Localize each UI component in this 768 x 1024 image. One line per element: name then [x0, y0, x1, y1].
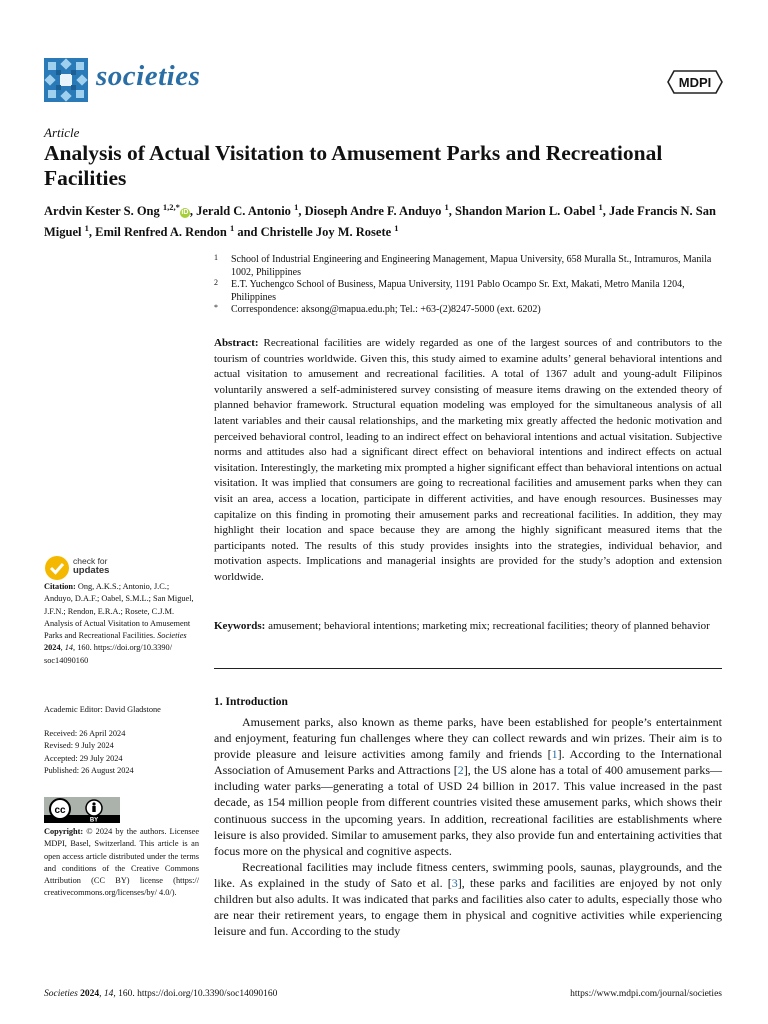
- author-name: Jade Francis N. San Miguel: [44, 204, 716, 240]
- footer-journal-url[interactable]: https://www.mdpi.com/journal/societies: [570, 989, 722, 999]
- publisher-name: MDPI: [678, 75, 712, 90]
- author-name: Dioseph Andre F. Anduyo: [304, 204, 442, 219]
- section-heading: 1. Introduction: [214, 696, 288, 708]
- correspondence: * Correspondence: aksong@mapua.edu.ph; Tel.: +63-(2)8247-5000 (ext. 6202): [214, 303, 541, 316]
- author-name: Ardvin Kester S. Ong: [44, 204, 160, 219]
- journal-name: societies: [96, 60, 201, 92]
- cc-by-license-icon[interactable]: [44, 797, 120, 823]
- author-list: Ardvin Kester S. Ong $^{1,2,*}$iD , Jerald C. Antonio $^1$, Dioseph Andre F. Anduyo $^1$, Shandon Marion L. Oabel $^1$, Jade Francis N. San Miguel $^1$, Emil Renfred A. Rendon $^1$ and Christelle Joy M. Rosete $^1$: [44, 202, 716, 240]
- paragraph: Recreational facilities may include fitness centers, swimming pools, saunas, playgrounds, and the like. As explained in the study of Sato et al. [3], these parks and facilities are enjoyed by not only children but also adults. It was indicated that parks and facilities also cater to adults, especially those who are near their retirement years, to engage them in physical and cognitive activities while experiencing leisure and fun. According to the study: [214, 859, 722, 939]
- author-name: Emil Renfred A. Rendon: [95, 225, 227, 240]
- check-updates-icon: [44, 555, 70, 581]
- copyright: Copyright: © 2024 by the authors. Licensee MDPI, Basel, Switzerland. This article is an open access article distributed under the terms and conditions of the Creative Commons Attribution (CC BY) license (https:// creativecommons.org/licenses/by/ 4.0/).: [44, 827, 200, 898]
- societies-logo-icon: [44, 58, 88, 102]
- affiliation-item: 1 School of Industrial Engineering and Engineering Management, Mapua University, 658 Muralla St., Intramuros, Manila 1002, Philippines: [214, 253, 712, 278]
- divider: [214, 668, 722, 669]
- body-text: [214, 714, 722, 939]
- article-type: Article: [44, 125, 80, 140]
- reference-link[interactable]: 1: [551, 747, 558, 762]
- check-for-updates-button[interactable]: check for updates: [44, 555, 124, 583]
- svg-text:BY: BY: [89, 817, 99, 823]
- paragraph: Amusement parks, also known as theme parks, have been established for people’s entertainment and enjoyment, featuring fun challenges where they can collect rewards and win prizes. Their aim is to provide pleasure and leisure activities among family and friends [1]. According to the International Association of Amusement Parks and Attractions [2], the US alone has a total of 400 amusement parks—including water parks—generating a total of USD 24 billion in 2017. This value increased in the past decade, as 154 million people from different countries visited these amusement parks, which shows their continuous success in the upcoming years. In addition, recreational facilities are establishments where leisure is also provided. Similar to amusement parks, they also provide fun and entertaining activities that focus more on the physical and cognitive aspects.: [214, 715, 722, 858]
- svg-text:cc: cc: [54, 805, 66, 816]
- author-name: Jerald C. Antonio: [196, 204, 291, 219]
- author-name: Shandon Marion L. Oabel: [455, 204, 596, 219]
- orcid-icon[interactable]: iD: [181, 209, 189, 217]
- page-title: Analysis of Actual Visitation to Amusement Parks and Recreational Facilities: [44, 141, 663, 190]
- affiliations: [214, 254, 724, 317]
- footer-citation: Societies 2024, 14, 160. https://doi.org/10.3390/soc14090160: [44, 989, 278, 999]
- reference-link[interactable]: 2: [457, 763, 464, 778]
- author-name: Christelle Joy M. Rosete: [260, 225, 392, 240]
- reference-link[interactable]: 3: [451, 875, 458, 890]
- affiliation-item: 2 E.T. Yuchengco School of Business, Mapua University, 1191 Pablo Ocampo Sr. Ext, Makati, Metro Manila 1204, Philippines: [214, 278, 685, 303]
- academic-editor: Academic Editor: David Gladstone: [44, 705, 161, 714]
- mdpi-logo-icon: [666, 68, 724, 101]
- abstract: Abstract: Recreational facilities are widely regarded as one of the largest sources of and contributors to the tourism of countries worldwide. Given this, this study aimed to examine adults’ general behavioral intentions and actual visitation to amusement and recreational facilities. A total of 1367 adult and young-adult Filipinos voluntarily answered a self-administered survey consisting of measure items drawing on the extended theory of planned behavior framework. Structural equation modeling was employed for the simultaneous analysis of all latent variables and their causal relationships, and the marketing mix greatly affected the hedonic motivation and perceived behavioral control, leading to an indirect effect on behavioral intentions and actual visitation. Subjective norms and attitudes also had a significant direct effect on behavioral intentions and indirect effects on actual visitation. Interestingly, the marketing mix prompted a higher significant effect than behavioral intentions on actual visitation. It was implied that consumers are going to recreational facilities and amusement parks when they can visit an area, access a location, participate in different activities, and have enough resources. Businesses may capitalize on this finding in promoting their amusement parks and recreational facilities. In addition, they may highlight their location and space because they are among the highly significant measured items that the participants noted. The results of this study provides insights into the strategies, individual behavior, and motivation aspects. Implications and managerial insights are provided for the study’s adoption and extension worldwide.: [214, 337, 723, 583]
- keywords: Keywords: amusement; behavioral intentions; marketing mix; recreational facilities; theory of planned behavior: [214, 620, 710, 632]
- dates: Received: 26 April 2024 Revised: 9 July 2024 Accepted: 29 July 2024 Published: 26 August 2024: [44, 729, 134, 775]
- citation: Citation: Ong, A.K.S.; Antonio, J.C.; Anduyo, D.A.F.; Oabel, S.M.L.; San Miguel, J.F.N.; Rendon, E.R.A.; Rosete, C.J.M. Analysis of Actual Visitation to Amusement Parks and Recreational Facilities. Societies 2024, 14, 160. https://doi.org/10.3390/ soc14090160: [44, 582, 194, 665]
- journal-header: [44, 58, 724, 102]
